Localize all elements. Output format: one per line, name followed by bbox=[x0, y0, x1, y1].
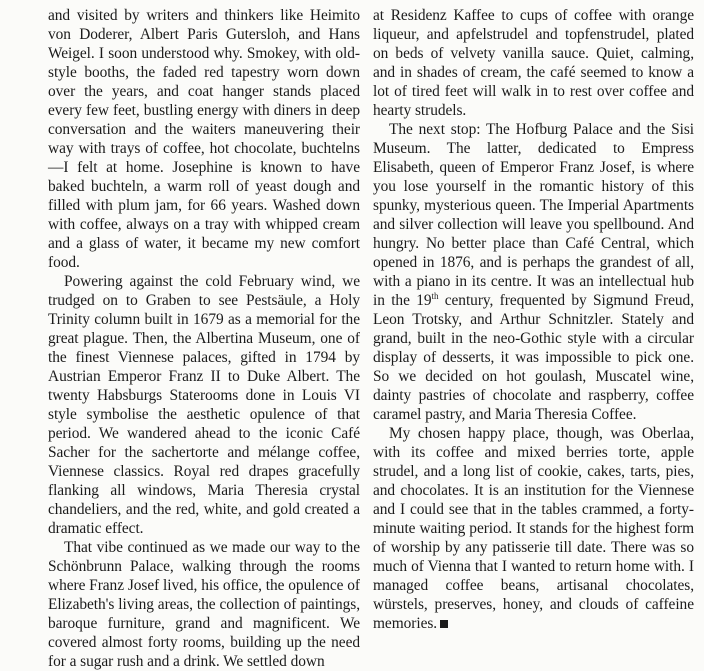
right-paragraph-3-text: My chosen happy place, though, was Oberlaa, with its coffee and mixed berries torte, apple strudel, and a long list of cookie, cakes, tarts, pies, and chocolates. It is an institution for the Viennese and I could see that in the tables crammed, a forty-minute waiting period. It stands for the highest form of worship by any patisserie till date. There was so much of Vienna that I wanted to return home with. I managed coffee beans, artisanal chocolates, würstels, preserves, honey, and clouds of caffeine memories. bbox=[373, 425, 694, 632]
right-paragraph-1: at Residenz Kaffee to cups of coffee with orange liqueur, and apfelstrudel and topfenstrudel, plated on beds of velvety vanilla sauce. Quiet, calming, and in shades of cream, the café seemed to know a lot of tired feet will walk in to rest over coffee and hearty strudels. bbox=[373, 7, 694, 119]
left-paragraph-1: and visited by writers and thinkers like Heimito von Doderer, Albert Paris Gutersloh, and Hans Weigel. I soon understood why. Smokey, with old-style booths, the faded red tapestry worn down over the years, and coat hanger stands placed every few feet, bustling energy with diners in deep conversation and the waiters maneuvering their way with trays of coffee, hot chocolate, buchtelns—I felt at home. Josephine is known to have baked buchteln, a warm roll of yeast dough and filled with plum jam, for 66 years. Washed down with coffee, always on a tray with whipped cream and a glass of water, it became my new comfort food. bbox=[48, 7, 360, 271]
left-column bbox=[48, 6, 360, 671]
right-paragraph-3 bbox=[373, 424, 694, 633]
right-column bbox=[373, 6, 694, 633]
left-paragraph-3: That vibe continued as we made our way to the Schönbrunn Palace, walking through the rooms where Franz Josef lived, his office, the opulence of Elizabeth's living areas, the collection of paintings, baroque furniture, grand and magnificent. We covered almost forty rooms, building up the need for a sugar rush and a drink. We settled down bbox=[48, 539, 360, 670]
end-of-article-mark-icon bbox=[440, 620, 448, 628]
right-paragraph-2-part-b: century, frequented by Sigmund Freud, Leon Trotsky, and Arthur Schnitzler. Stately and grand, built in the neo-Gothic style with a circular display of desserts, it was impossible to pick one. So we decided on hot goulash, Muscatel wine, dainty pastries of chocolate and raspberry, coffee caramel pastry, and Maria Theresia Coffee. bbox=[373, 292, 694, 423]
right-paragraph-2-part-a: The next stop: The Hofburg Palace and the Sisi Museum. The latter, dedicated to Empress Elisabeth, queen of Emperor Franz Josef, is where you lose yourself in the romantic history of this spunky, mysterious queen. The Imperial Apartments and silver collection will leave you spellbound. And hungry. No better place than Café Central, which opened in 1876, and is perhaps the grandest of all, with a piano in its centre. It was an intellectual hub in the 19 bbox=[373, 121, 694, 309]
left-paragraph-2: Powering against the cold February wind, we trudged on to Graben to see Pestsäule, a Holy Trinity column built in 1679 as a memorial for the great plague. Then, the Albertina Museum, one of the finest Viennese palaces, gifted in 1794 by Austrian Emperor Franz II to Duke Albert. The twenty Habsburgs Staterooms done in Louis VI style symbolise the aesthetic opulence of that period. We wandered ahead to the iconic Café Sacher for the sachertorte and mélange coffee, Viennese classics. Royal red drapes gracefully flanking all windows, Maria Theresia crystal chandeliers, and the red, white, and gold created a dramatic effect. bbox=[48, 273, 360, 537]
ordinal-superscript: th bbox=[431, 290, 439, 301]
right-paragraph-2 bbox=[373, 120, 694, 424]
